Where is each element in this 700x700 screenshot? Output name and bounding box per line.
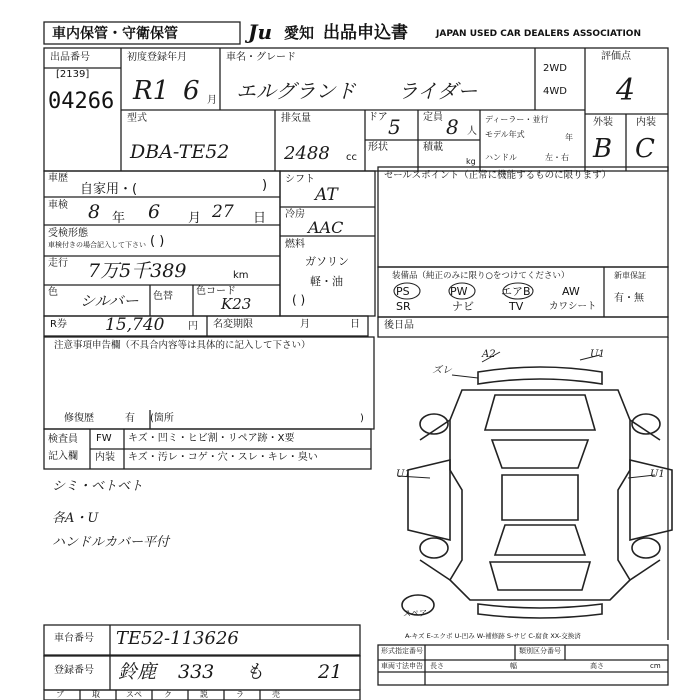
form-title: 出品申込書 xyxy=(323,23,408,43)
inspection-year-unit: 年 xyxy=(112,211,126,226)
equip-sr: SR xyxy=(396,300,411,313)
color-change-label: 色替 xyxy=(153,291,173,302)
name-change-month: 月 xyxy=(300,319,310,330)
seats-label: 定員 xyxy=(423,112,443,123)
fuel-label: 燃料 xyxy=(285,239,305,250)
handle-options: 左・右 xyxy=(545,153,569,162)
equip-aw: AW xyxy=(562,285,580,298)
cm-unit: cm xyxy=(650,662,661,670)
storage-title: 車内保管・守衛保管 xyxy=(52,26,178,42)
inspection-day-unit: 日 xyxy=(253,211,267,226)
recycle-value: 15,740 xyxy=(105,315,165,335)
recycle-unit: 円 xyxy=(188,321,198,332)
interior-label: 内装 xyxy=(636,117,656,128)
exterior-label: 外装 xyxy=(593,117,613,128)
month-unit: 月 xyxy=(207,95,217,106)
damage-mark-4: U1 xyxy=(396,469,411,480)
inspection-day: 27 xyxy=(212,202,234,222)
inspection-year: 8 xyxy=(88,201,101,223)
lot-number: 04266 xyxy=(48,89,115,114)
fuel-paren: ( ) xyxy=(292,293,306,307)
association-english: JAPAN USED CAR DEALERS ASSOCIATION xyxy=(436,29,641,39)
lot-label: 出品番号 xyxy=(50,52,90,63)
category-number-label: 類別区分番号 xyxy=(519,647,561,655)
seats-value: 8 xyxy=(446,115,459,139)
inspector-row1: キズ・凹ミ・ヒビ割・リペア跡・X要 xyxy=(128,433,295,444)
plate-label: 登録番号 xyxy=(54,665,94,676)
repair-label: 修復歴 xyxy=(64,413,94,424)
remark-line-3: ハンドルカバー平付 xyxy=(52,535,170,550)
dealer-label: ディーラー・並行 xyxy=(485,115,549,124)
form-number-label: 形式指定番号 xyxy=(381,647,423,655)
new-warranty-options: 有・無 xyxy=(614,293,644,304)
notes-title: 注意事項申告欄（不具合内容等は具体的に記入して下さい） xyxy=(54,340,311,351)
inspection-label: 車検 xyxy=(48,200,68,211)
damage-mark-1: ズレ xyxy=(432,365,452,376)
exterior-grade: B xyxy=(593,134,613,164)
color-code-label: 色コード xyxy=(196,286,236,297)
name-change-label: 名変期限 xyxy=(213,319,253,330)
shift-label: シフト xyxy=(285,174,315,185)
model-label: 車名・グレード xyxy=(226,52,296,63)
equip-pw: PW xyxy=(450,285,468,298)
model-grade: ライダー xyxy=(398,79,478,103)
fuel-gasoline: ガソリン xyxy=(305,255,349,268)
color-value: シルバー xyxy=(80,292,139,310)
door-label: ドア xyxy=(368,112,388,123)
type-label: 型式 xyxy=(127,113,147,124)
kg-unit: kg xyxy=(466,157,476,166)
damage-legend: A-キズ E-エクボ U-凹み W-補修跡 S-サビ C-腐食 XX-交換済 xyxy=(405,632,581,640)
repair-value: 有 xyxy=(125,413,135,424)
inspection-form-paren: ( ) xyxy=(150,234,165,249)
footer-cell-7: 売 xyxy=(272,690,280,699)
footer-cell-2: 取 xyxy=(92,690,100,699)
inspector-row2: キズ・汚レ・コゲ・穴・スレ・キレ・臭い xyxy=(128,452,318,463)
year-unit: 年 xyxy=(565,133,573,142)
evaluation-label: 評価点 xyxy=(601,51,631,62)
equip-airbag: エアB xyxy=(501,285,531,298)
shift-value: AT xyxy=(315,185,338,205)
ju-logo: Ju xyxy=(248,20,273,44)
equip-navi: ナビ xyxy=(452,300,474,313)
cc-unit: cc xyxy=(346,152,357,163)
door-value: 5 xyxy=(388,115,401,139)
height-label: 高さ xyxy=(590,662,604,670)
spare-label: スペア xyxy=(403,609,427,618)
after-market-label: 後日品 xyxy=(384,320,414,331)
remark-line-2: 各A・U xyxy=(52,511,99,526)
size-declare-label: 車両寸法申告 xyxy=(381,662,423,670)
fuel-options: 軽・油 xyxy=(310,275,343,288)
plate-region: 鈴鹿 xyxy=(118,661,157,683)
evaluation-score: 4 xyxy=(616,73,636,108)
repair-close: ) xyxy=(360,413,364,424)
new-warranty-label: 新車保証 xyxy=(614,271,646,280)
footer-cell-6: ラ xyxy=(236,690,244,699)
footer-cell-4: ク xyxy=(164,690,172,699)
mileage-unit: km xyxy=(233,270,249,281)
footer-cell-3: スペ xyxy=(126,690,142,699)
inspector-label-2: 記入欄 xyxy=(48,451,78,462)
history-close: ) xyxy=(262,178,268,193)
damage-mark-3: U1 xyxy=(590,349,605,360)
type-value: DBA-TE52 xyxy=(130,141,230,163)
chassis-label: 車台番号 xyxy=(54,633,94,644)
inspection-month: 6 xyxy=(148,201,161,223)
color-code-value: K23 xyxy=(221,295,252,313)
plate-kana: も xyxy=(245,661,265,683)
damage-mark-2: A2 xyxy=(482,349,496,360)
displacement-label: 排気量 xyxy=(281,113,311,124)
shape-label: 形状 xyxy=(368,142,388,153)
registration-month: 6 xyxy=(183,76,200,106)
mileage-label: 走行 xyxy=(48,258,68,269)
history-value: 自家用・( xyxy=(80,182,138,197)
plate-class: 333 xyxy=(178,661,215,683)
remark-line-1: シミ・ベトベト xyxy=(52,479,144,494)
seats-unit: 人 xyxy=(467,126,477,137)
aircon-label: 冷房 xyxy=(285,209,305,220)
inspection-month-unit: 月 xyxy=(188,211,202,226)
sales-point-label: セールスポイント（正常に機能するものに限ります） xyxy=(384,170,612,181)
footer-cell-1: ブ xyxy=(56,690,64,699)
interior-grade: C xyxy=(635,134,655,164)
inspection-form-note: 車検付きの場合記入して下さい xyxy=(48,241,146,249)
drive-4wd: 4WD xyxy=(543,86,567,97)
name-change-day: 日 xyxy=(350,319,360,330)
lot-sub-number: [2139] xyxy=(56,69,90,80)
registration-era: R1 xyxy=(133,76,170,106)
displacement-value: 2488 xyxy=(284,143,330,164)
drive-2wd: 2WD xyxy=(543,63,567,74)
plate-number: 21 xyxy=(318,661,343,683)
repair-location: (箇所 xyxy=(150,413,174,424)
width-label: 幅 xyxy=(510,662,517,670)
color-label: 色 xyxy=(48,287,58,298)
aircon-value: AAC xyxy=(308,218,344,237)
inspector-row2-head: 内装 xyxy=(95,452,115,463)
footer-cell-5: 説 xyxy=(200,690,208,699)
model-year-label: モデル年式 xyxy=(485,130,525,139)
inspector-label-1: 検査員 xyxy=(48,434,78,445)
equip-tv: TV xyxy=(509,300,524,313)
association-name: 愛知 xyxy=(284,24,315,42)
registration-label: 初度登録年月 xyxy=(127,52,187,63)
equip-seat: カワシート xyxy=(549,301,597,312)
mileage-value: 7万5千389 xyxy=(88,260,187,282)
load-label: 積載 xyxy=(423,142,443,153)
inspection-form-label: 受検形態 xyxy=(48,228,88,239)
recycle-label: R券 xyxy=(50,319,67,330)
equipment-heading: 装備品（純正のみに限り○をつけてください） xyxy=(392,271,570,281)
equip-ps: PS xyxy=(396,285,410,298)
history-label: 車歴 xyxy=(48,173,68,184)
chassis-value: TE52-113626 xyxy=(116,628,239,649)
damage-mark-5: U1 xyxy=(650,469,665,480)
inspector-row1-head: FW xyxy=(96,433,112,444)
handle-label: ハンドル xyxy=(485,153,517,162)
length-label: 長さ xyxy=(430,662,444,670)
model-name: エルグランド xyxy=(236,79,356,103)
